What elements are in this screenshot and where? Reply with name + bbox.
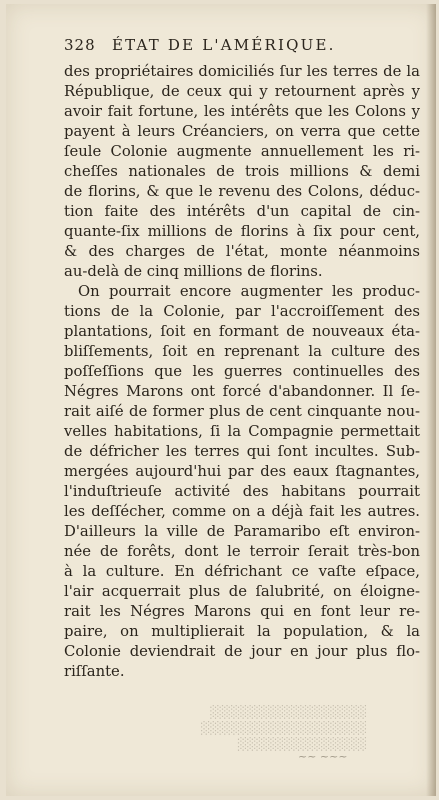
text-line: les deſſécher, comme on a déjà fait les autres. — [64, 503, 420, 520]
page-gutter-shadow — [426, 4, 436, 796]
bleed-through-shadow: ░░░░░░░░░░░░░░░░░ ░░░░░░░░░░░░░░░░░░ ░░░░░░░░░░░░░░ — [199, 705, 366, 751]
faded-ink-mark: ~~ ~~~ — [298, 750, 348, 763]
text-line: l'air acquerrait plus de ſalubrité, on éloigne- — [64, 583, 420, 600]
text-line: rait les Négres Marons qui en font leur re- — [64, 603, 420, 620]
running-header — [64, 36, 384, 58]
text-line: ſeule Colonie augmente annuellement les ri- — [64, 143, 420, 160]
text-line: des propriétaires domiciliés ſur les terres de la — [64, 63, 420, 80]
text-line: poſſeſſions que les guerres continuelles des — [64, 363, 420, 380]
running-title: ÉTAT DE L'AMÉRIQUE. — [112, 36, 336, 54]
text-line: de florins, & que le revenu des Colons, déduc- — [64, 183, 420, 200]
text-line: l'induſtrieuſe activité des habitans pourrait — [64, 483, 420, 500]
body-text — [64, 62, 420, 682]
text-line: velles habitations, ſi la Compagnie permettait — [64, 423, 420, 440]
text-line: née de forêts, dont le terroir ſerait très-bon — [64, 543, 420, 560]
text-line: paire, on multiplierait la population, & la — [64, 623, 420, 640]
text-line: tions de la Colonie, par l'accroiſſement des — [64, 303, 420, 320]
text-line: D'ailleurs la ville de Paramaribo eſt environ- — [64, 523, 420, 540]
text-line: plantations, ſoit en formant de nouveaux éta- — [64, 323, 420, 340]
text-line: riſſante. — [64, 663, 125, 680]
page-number: 328 — [64, 36, 96, 54]
book-page — [6, 4, 436, 796]
text-line: tion faite des intérêts d'un capital de cin- — [64, 203, 420, 220]
text-line: République, de ceux qui y retournent après y — [64, 83, 420, 100]
text-line: cheſſes nationales de trois millions & demi — [64, 163, 420, 180]
text-line: payent à leurs Créanciers, on verra que cette — [64, 123, 420, 140]
text-line: Colonie deviendrait de jour en jour plus flo- — [64, 643, 420, 660]
text-line: au-delà de cinq millions de florins. — [64, 263, 323, 280]
text-line: bliſſements, ſoit en reprenant la culture des — [64, 343, 420, 360]
text-line: rait aiſé de former plus de cent cinquante nou- — [64, 403, 420, 420]
text-line: de défricher les terres qui ſont incultes. Sub- — [64, 443, 420, 460]
text-line: Négres Marons ont forcé d'abandonner. Il ſe- — [64, 383, 420, 400]
text-line: avoir fait fortune, les intérêts que les Colons y — [64, 103, 420, 120]
text-line: mergées aujourd'hui par des eaux ſtagnantes, — [64, 463, 420, 480]
text-line: à la culture. En défrichant ce vaſte eſpace, — [64, 563, 420, 580]
text-line: & des charges de l'état, monte néanmoins — [64, 243, 420, 260]
paragraph-first-line: On pourrait encore augmenter les produc- — [78, 283, 420, 300]
text-line: quante-ſix millions de florins à ſix pour cent, — [64, 223, 420, 240]
